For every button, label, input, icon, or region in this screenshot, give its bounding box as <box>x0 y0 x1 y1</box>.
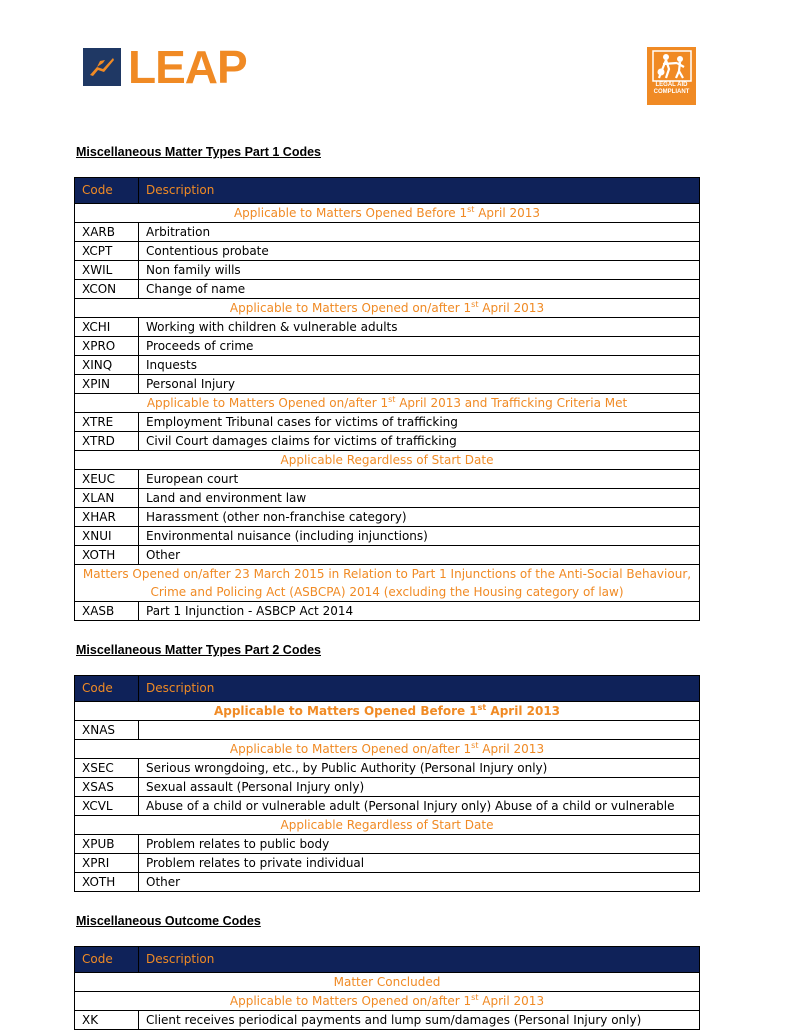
band-text-tail: April 2013 and Trafficking Criteria Met <box>395 396 628 410</box>
description-cell: Client receives periodical payments and lump sum/damages (Personal Injury only) <box>139 1011 700 1030</box>
description-cell: Working with children & vulnerable adults <box>139 318 700 337</box>
code-cell: XPRO <box>75 337 139 356</box>
table-row <box>75 835 700 854</box>
code-cell: XNAS <box>75 721 139 740</box>
table-row <box>75 546 700 565</box>
table-row <box>75 527 700 546</box>
code-cell: XNUI <box>75 527 139 546</box>
column-header-description: Description <box>139 947 700 973</box>
band-text-tail: April 2013 <box>478 301 545 315</box>
table-row <box>75 721 700 740</box>
band-ordinal-suffix: st <box>471 300 479 309</box>
description-cell: Other <box>139 873 700 892</box>
table-row <box>75 470 700 489</box>
section-title-part2: Miscellaneous Matter Types Part 2 Codes <box>76 643 321 657</box>
description-cell: Sexual assault (Personal Injury only) <box>139 778 700 797</box>
category-band-row <box>75 973 700 992</box>
table-row <box>75 242 700 261</box>
description-cell: Serious wrongdoing, etc., by Public Authority (Personal Injury only) <box>139 759 700 778</box>
description-cell: Problem relates to private individual <box>139 854 700 873</box>
category-band <box>75 451 700 470</box>
codes-table-part1 <box>74 177 700 621</box>
table-row <box>75 759 700 778</box>
band-ordinal-suffix: st <box>477 703 487 712</box>
table-header-row <box>75 947 700 973</box>
code-cell: XTRE <box>75 413 139 432</box>
table-row <box>75 854 700 873</box>
description-cell: Harassment (other non-franchise category) <box>139 508 700 527</box>
description-cell: Arbitration <box>139 223 700 242</box>
category-band-row <box>75 565 700 602</box>
section-title-outcome: Miscellaneous Outcome Codes <box>76 914 261 928</box>
table-row <box>75 508 700 527</box>
description-cell: Problem relates to public body <box>139 835 700 854</box>
column-header-code: Code <box>75 178 139 204</box>
code-cell: XASB <box>75 602 139 621</box>
legal-aid-people-icon <box>652 50 692 82</box>
leap-logo-mark <box>83 48 121 86</box>
description-cell: Part 1 Injunction - ASBCP Act 2014 <box>139 602 700 621</box>
band-text-tail: April 2013 <box>478 994 545 1008</box>
description-cell: Employment Tribunal cases for victims of trafficking <box>139 413 700 432</box>
table-row <box>75 489 700 508</box>
description-cell: Non family wills <box>139 261 700 280</box>
category-band <box>75 565 700 602</box>
legal-aid-compliant-badge <box>647 47 696 105</box>
table-row <box>75 337 700 356</box>
description-cell: Inquests <box>139 356 700 375</box>
code-cell: XINQ <box>75 356 139 375</box>
description-cell: Civil Court damages claims for victims of trafficking <box>139 432 700 451</box>
leap-logo-text: LEAP <box>128 41 247 93</box>
table-row <box>75 223 700 242</box>
band-text: Applicable to Matters Opened on/after 1 <box>229 994 472 1008</box>
category-band-row <box>75 702 700 721</box>
table-row <box>75 432 700 451</box>
code-cell: XTRD <box>75 432 139 451</box>
code-cell: XPRI <box>75 854 139 873</box>
description-cell: European court <box>139 470 700 489</box>
code-cell: XOTH <box>75 546 139 565</box>
band-ordinal-suffix: st <box>471 993 479 1002</box>
description-cell: Personal Injury <box>139 375 700 394</box>
table-row <box>75 356 700 375</box>
table-row <box>75 602 700 621</box>
band-text: Applicable to Matters Opened Before 1 <box>213 704 478 718</box>
code-cell: XSAS <box>75 778 139 797</box>
table-row <box>75 375 700 394</box>
description-cell: Proceeds of crime <box>139 337 700 356</box>
category-band <box>75 204 700 223</box>
band-text: Matter Concluded <box>333 975 441 989</box>
band-text-tail: April 2013 <box>486 704 561 718</box>
band-ordinal-suffix: st <box>471 741 479 750</box>
band-ordinal-suffix: st <box>388 395 396 404</box>
category-band <box>75 816 700 835</box>
category-band-row <box>75 394 700 413</box>
table-row <box>75 280 700 299</box>
table-row <box>75 873 700 892</box>
category-band <box>75 702 700 721</box>
code-cell: XCHI <box>75 318 139 337</box>
code-cell: XOTH <box>75 873 139 892</box>
category-band-row <box>75 740 700 759</box>
column-header-code: Code <box>75 947 139 973</box>
code-cell: XSEC <box>75 759 139 778</box>
table-row <box>75 1011 700 1030</box>
table-header-row <box>75 178 700 204</box>
category-band-row <box>75 816 700 835</box>
band-text: Applicable to Matters Opened on/after 1 <box>229 301 472 315</box>
code-cell: XLAN <box>75 489 139 508</box>
category-band <box>75 299 700 318</box>
band-text: Applicable to Matters Opened Before 1 <box>233 206 468 220</box>
column-header-code: Code <box>75 676 139 702</box>
column-header-description: Description <box>139 178 700 204</box>
code-cell: XCON <box>75 280 139 299</box>
category-band-row <box>75 451 700 470</box>
category-band <box>75 973 700 992</box>
code-cell: XPIN <box>75 375 139 394</box>
table-row <box>75 261 700 280</box>
code-cell: XCVL <box>75 797 139 816</box>
description-cell: Abuse of a child or vulnerable adult (Personal Injury only) Abuse of a child or vulnerable <box>139 797 700 816</box>
description-cell: Land and environment law <box>139 489 700 508</box>
band-text: Matters Opened on/after 23 March 2015 in Relation to Part 1 Injunctions of the Anti-Social Behaviour, Crime and Policing Act (ASBCPA) 2014 (excluding the Housing category of law) <box>82 567 692 599</box>
leap-logo <box>83 41 247 93</box>
code-cell: XPUB <box>75 835 139 854</box>
table-row <box>75 413 700 432</box>
band-text: Applicable to Matters Opened on/after 1 <box>146 396 389 410</box>
description-cell: Environmental nuisance (including injunctions) <box>139 527 700 546</box>
description-cell <box>139 721 700 740</box>
table-header-row <box>75 676 700 702</box>
code-cell: XCPT <box>75 242 139 261</box>
code-cell: XK <box>75 1011 139 1030</box>
table-row <box>75 778 700 797</box>
category-band <box>75 394 700 413</box>
badge-text-compliant: COMPLIANT <box>653 89 690 95</box>
category-band <box>75 992 700 1011</box>
code-cell: XHAR <box>75 508 139 527</box>
column-header-description: Description <box>139 676 700 702</box>
category-band-row <box>75 992 700 1011</box>
table-row <box>75 797 700 816</box>
band-text: Applicable to Matters Opened on/after 1 <box>229 742 472 756</box>
codes-table-part2 <box>74 675 700 892</box>
band-text: Applicable Regardless of Start Date <box>280 818 494 832</box>
codes-table-outcome <box>74 946 700 1030</box>
description-cell: Contentious probate <box>139 242 700 261</box>
description-cell: Change of name <box>139 280 700 299</box>
band-text: Applicable Regardless of Start Date <box>280 453 494 467</box>
table-row <box>75 318 700 337</box>
category-band-row <box>75 204 700 223</box>
category-band-row <box>75 299 700 318</box>
badge-text-legal-aid: LEGAL AID <box>655 82 688 88</box>
band-ordinal-suffix: st <box>467 205 475 214</box>
category-band <box>75 740 700 759</box>
band-text-tail: April 2013 <box>474 206 541 220</box>
description-cell: Other <box>139 546 700 565</box>
code-cell: XARB <box>75 223 139 242</box>
code-cell: XWIL <box>75 261 139 280</box>
band-text-tail: April 2013 <box>478 742 545 756</box>
section-title-part1: Miscellaneous Matter Types Part 1 Codes <box>76 145 321 159</box>
code-cell: XEUC <box>75 470 139 489</box>
